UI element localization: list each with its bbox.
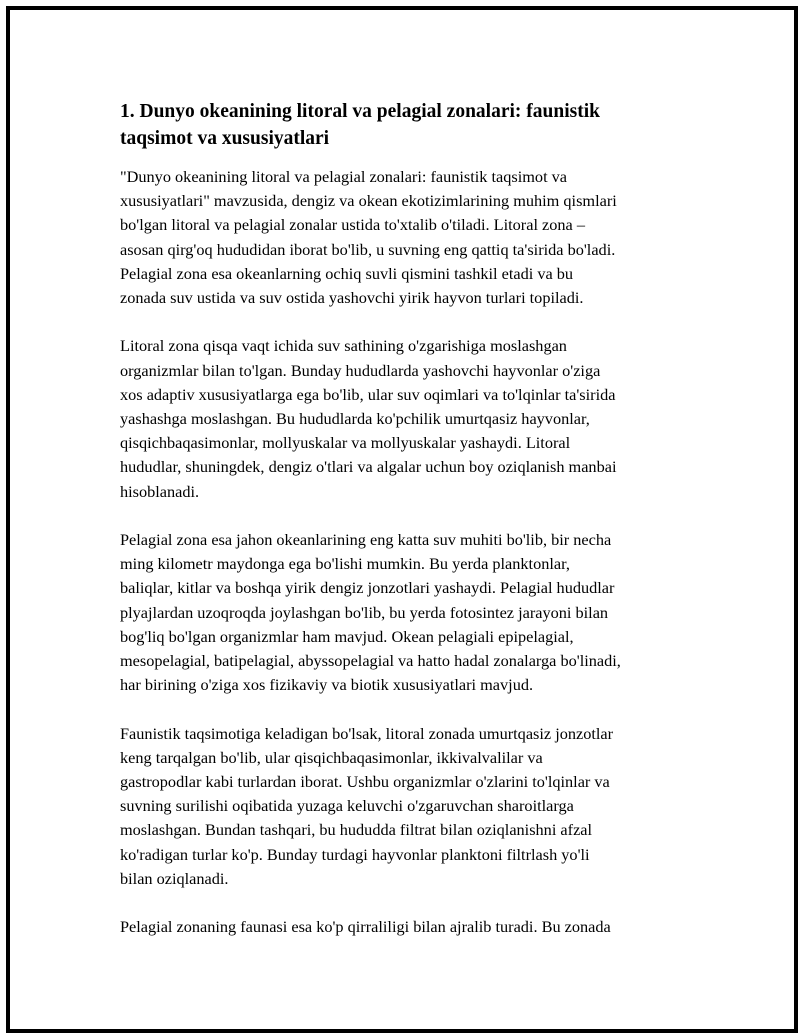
- paragraph-1: "Dunyo okeanining litoral va pelagial zonalari: faunistik taqsimot va xususiyatlari" mavzusida, dengiz va okean ekotizimlarining muhim qismlari bo'lgan litoral va pelagial zonalar ustida to'xtalib o'tiladi. Litoral zona – asosan qirg'oq hududidan iborat bo'lib, u suvning eng qattiq ta'sirida bo'ladi. Pelagial zona esa okeanlarning ochiq suvli qismini tashkil etadi va bu zonada suv ustida va suv ostida yashovchi yirik hayvon turlari topiladi.: [120, 167, 617, 308]
- paragraph-2: Litoral zona qisqa vaqt ichida suv sathining o'zgarishiga moslashgan organizmlar bilan to'lgan. Bunday hududlarda yashovchi hayvonlar o'ziga xos adaptiv xususiyatlarga ega bo'lib, ular suv oqimlari va to'lqinlar ta'sirida yashashga moslashgan. Bu hududlarda ko'pchilik umurtqasiz hayvonlar, qisqichbaqasimonlar, mollyuskalar va mollyuskalar yashaydi. Litoral hududlar, shuningdek, dengiz o'tlari va algalar uchun boy oziqlanish manbai hisoblanadi.: [120, 336, 617, 501]
- document-body: [120, 98, 694, 964]
- paragraph-3: Pelagial zona esa jahon okeanlarining eng katta suv muhiti bo'lib, bir necha ming kilometr maydonga ega bo'lishi mumkin. Bu yerda planktonlar, baliqlar, kitlar va boshqa yirik dengiz jonzotlari yashaydi. Pelagial hududlar plyajlardan uzoqroqda joylashgan bo'lib, bu yerda fotosintez jarayoni bilan bog'liq bo'lgan organizmlar ham mavjud. Okean pelagiali epipelagial, mesopelagial, batipelagial, abyssopelagial va hatto hadal zonalarga bo'linadi, har birining o'ziga xos fizikaviy va biotik xususiyatlari mavjud.: [120, 530, 621, 695]
- paragraph-5: Pelagial zonaning faunasi esa ko'p qirraliligi bilan ajralib turadi. Bu zonada: [120, 917, 611, 937]
- paragraph-4: Faunistik taqsimotiga keladigan bo'lsak, litoral zonada umurtqasiz jonzotlar keng tarqalgan bo'lib, ular qisqichbaqasimonlar, ikkivalvalilar va gastropodlar kabi turlardan iborat. Ushbu organizmlar o'zlarini to'lqinlar va suvning surilishi oqibatida yuzaga keluvchi o'zgaruvchan sharoitlarga moslashgan. Bundan tashqari, bu hududda filtrat bilan oziqlanishni afzal ko'radigan turlar ko'p. Bunday turdagi hayvonlar planktoni filtrlash yo'li bilan oziqlanadi.: [120, 723, 614, 888]
- page-frame: [6, 6, 798, 1033]
- document-title: 1. Dunyo okeanining litoral va pelagial zonalari: faunistik taqsimot va xususiyatlari: [120, 101, 600, 149]
